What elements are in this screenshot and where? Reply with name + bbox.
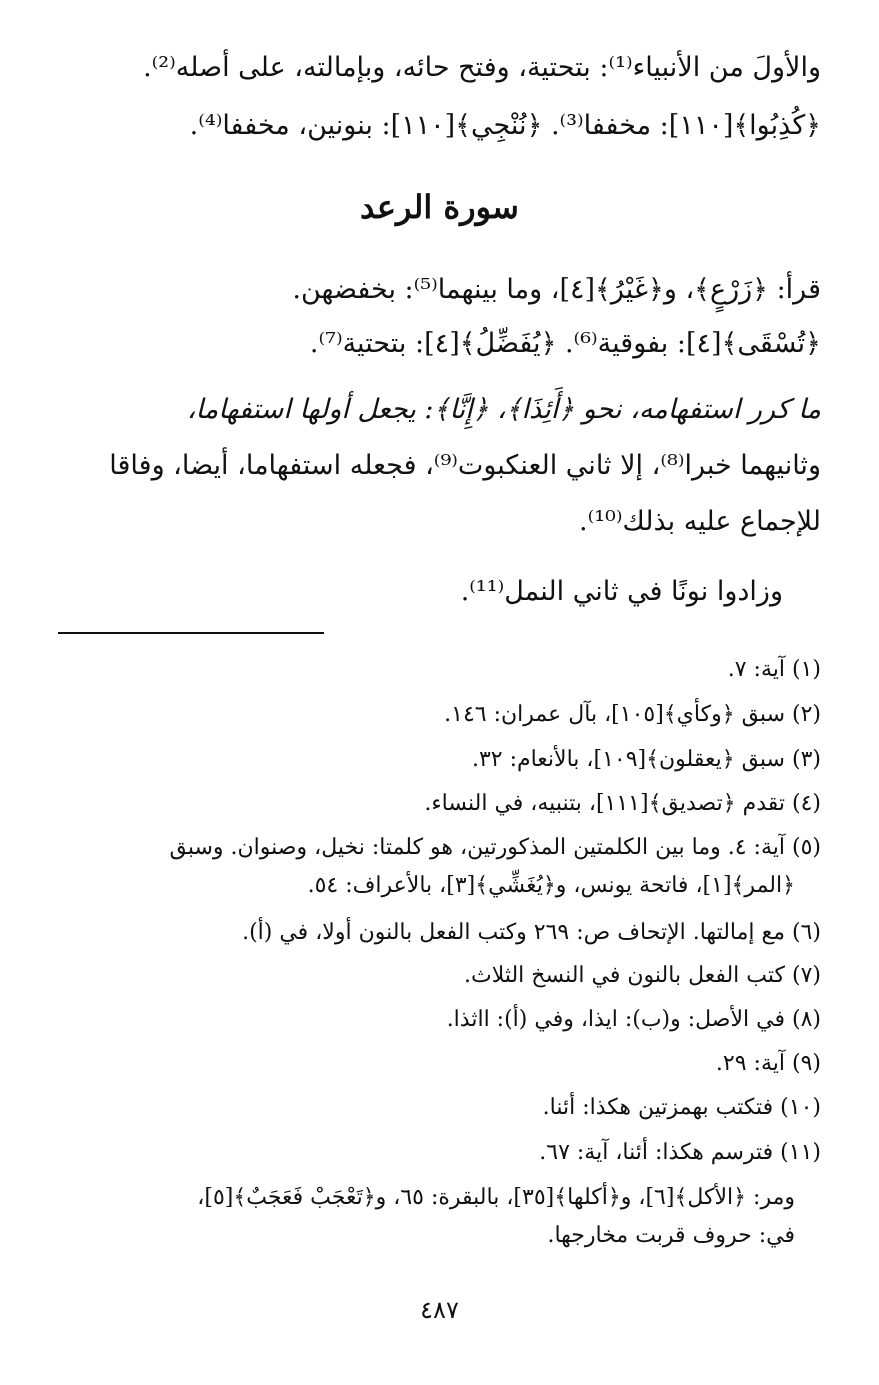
footnote-3: (٣) سبق ﴿يعقلون﴾[١٠٩]، بالأنعام: ٣٢. [471,747,821,772]
main-line-6: وزادوا نونًا في ثاني النمل⁽¹¹⁾. [460,576,783,607]
intro-line-2: ﴿كُذِبُوا﴾[١١٠]: مخففا⁽³⁾. ﴿نُنْجِي﴾[١١٠]: بنونين، مخففا⁽⁴⁾. [189,110,821,141]
page-number: ٤٨٧ [420,1296,459,1324]
footnote-10: (١٠) فتكتب بهمزتين هكذا: أئنا. [542,1095,821,1120]
main-line-5: للإجماع عليه بذلك⁽¹⁰⁾. [579,506,821,537]
footnote-7: (٧) كتب الفعل بالنون في النسخ الثلاث. [463,963,821,988]
footnote-5: (٥) آية: ٤. وما بين الكلمتين المذكورتين، هو كلمتا: نخيل، وصنوان. وسبق [169,835,821,860]
footnote-2: (٢) سبق ﴿وكأي﴾[١٠٥]، بآل عمران: ١٤٦. [444,702,821,727]
footnote-11: (١١) فترسم هكذا: أئنا، آية: ٦٧. [539,1140,821,1165]
footnote-9: (٩) آية: ٢٩. [715,1051,821,1076]
main-line-3: ما كرر استفهامه، نحو ﴿أَئِذَا﴾، ﴿إِنَّا﴾: يجعل أولها استفهاما، [186,394,821,425]
intro-line-1: والأولَ من الأنبياء⁽¹⁾: بتحتية، وفتح حائه، وبإمالته، على أصله⁽²⁾. [143,52,821,83]
footnote-separator [58,632,324,634]
footnote-5-continued: ﴿المر﴾[١]، فاتحة يونس، و﴿يُغَشِّي﴾[٣]، بالأعراف: ٥٤. [307,873,795,898]
footnote-8: (٨) في الأصل: و(ب): ايذا، وفي (أ): ااثذا. [446,1007,821,1032]
footnote-6: (٦) مع إمالتها. الإتحاف ص: ٢٦٩ وكتب الفعل بالنون أولا، في (أ). [242,920,821,945]
footnote-extra-line-1: ومر: ﴿الأكل﴾[٦]، و﴿أكلها﴾[٣٥]، بالبقرة: ٦٥، و﴿تَعْجَبْ فَعَجَبٌ﴾[٥]، [197,1185,795,1210]
main-line-4: وثانيهما خبرا⁽⁸⁾، إلا ثاني العنكبوت⁽⁹⁾، فجعله استفهاما، أيضا، وفاقا [109,450,821,481]
surah-title: سورة الرعد [360,188,519,226]
footnote-extra-line-2: في: حروف قربت مخارجها. [547,1223,795,1248]
footnote-4: (٤) تقدم ﴿تصديق﴾[١١١]، بتنبيه، في النساء. [424,791,821,816]
main-line-1: قرأ: ﴿زَرْعٍ﴾، و﴿غَيْرُ﴾[٤]، وما بينهما⁽⁵⁾: بخفضهن. [292,274,821,305]
main-line-2: ﴿تُسْقَى﴾[٤]: بفوقية⁽⁶⁾. ﴿يُفَضِّلُ﴾[٤]: بتحتية⁽⁷⁾. [309,328,821,359]
footnote-1: (١) آية: ٧. [727,657,821,682]
